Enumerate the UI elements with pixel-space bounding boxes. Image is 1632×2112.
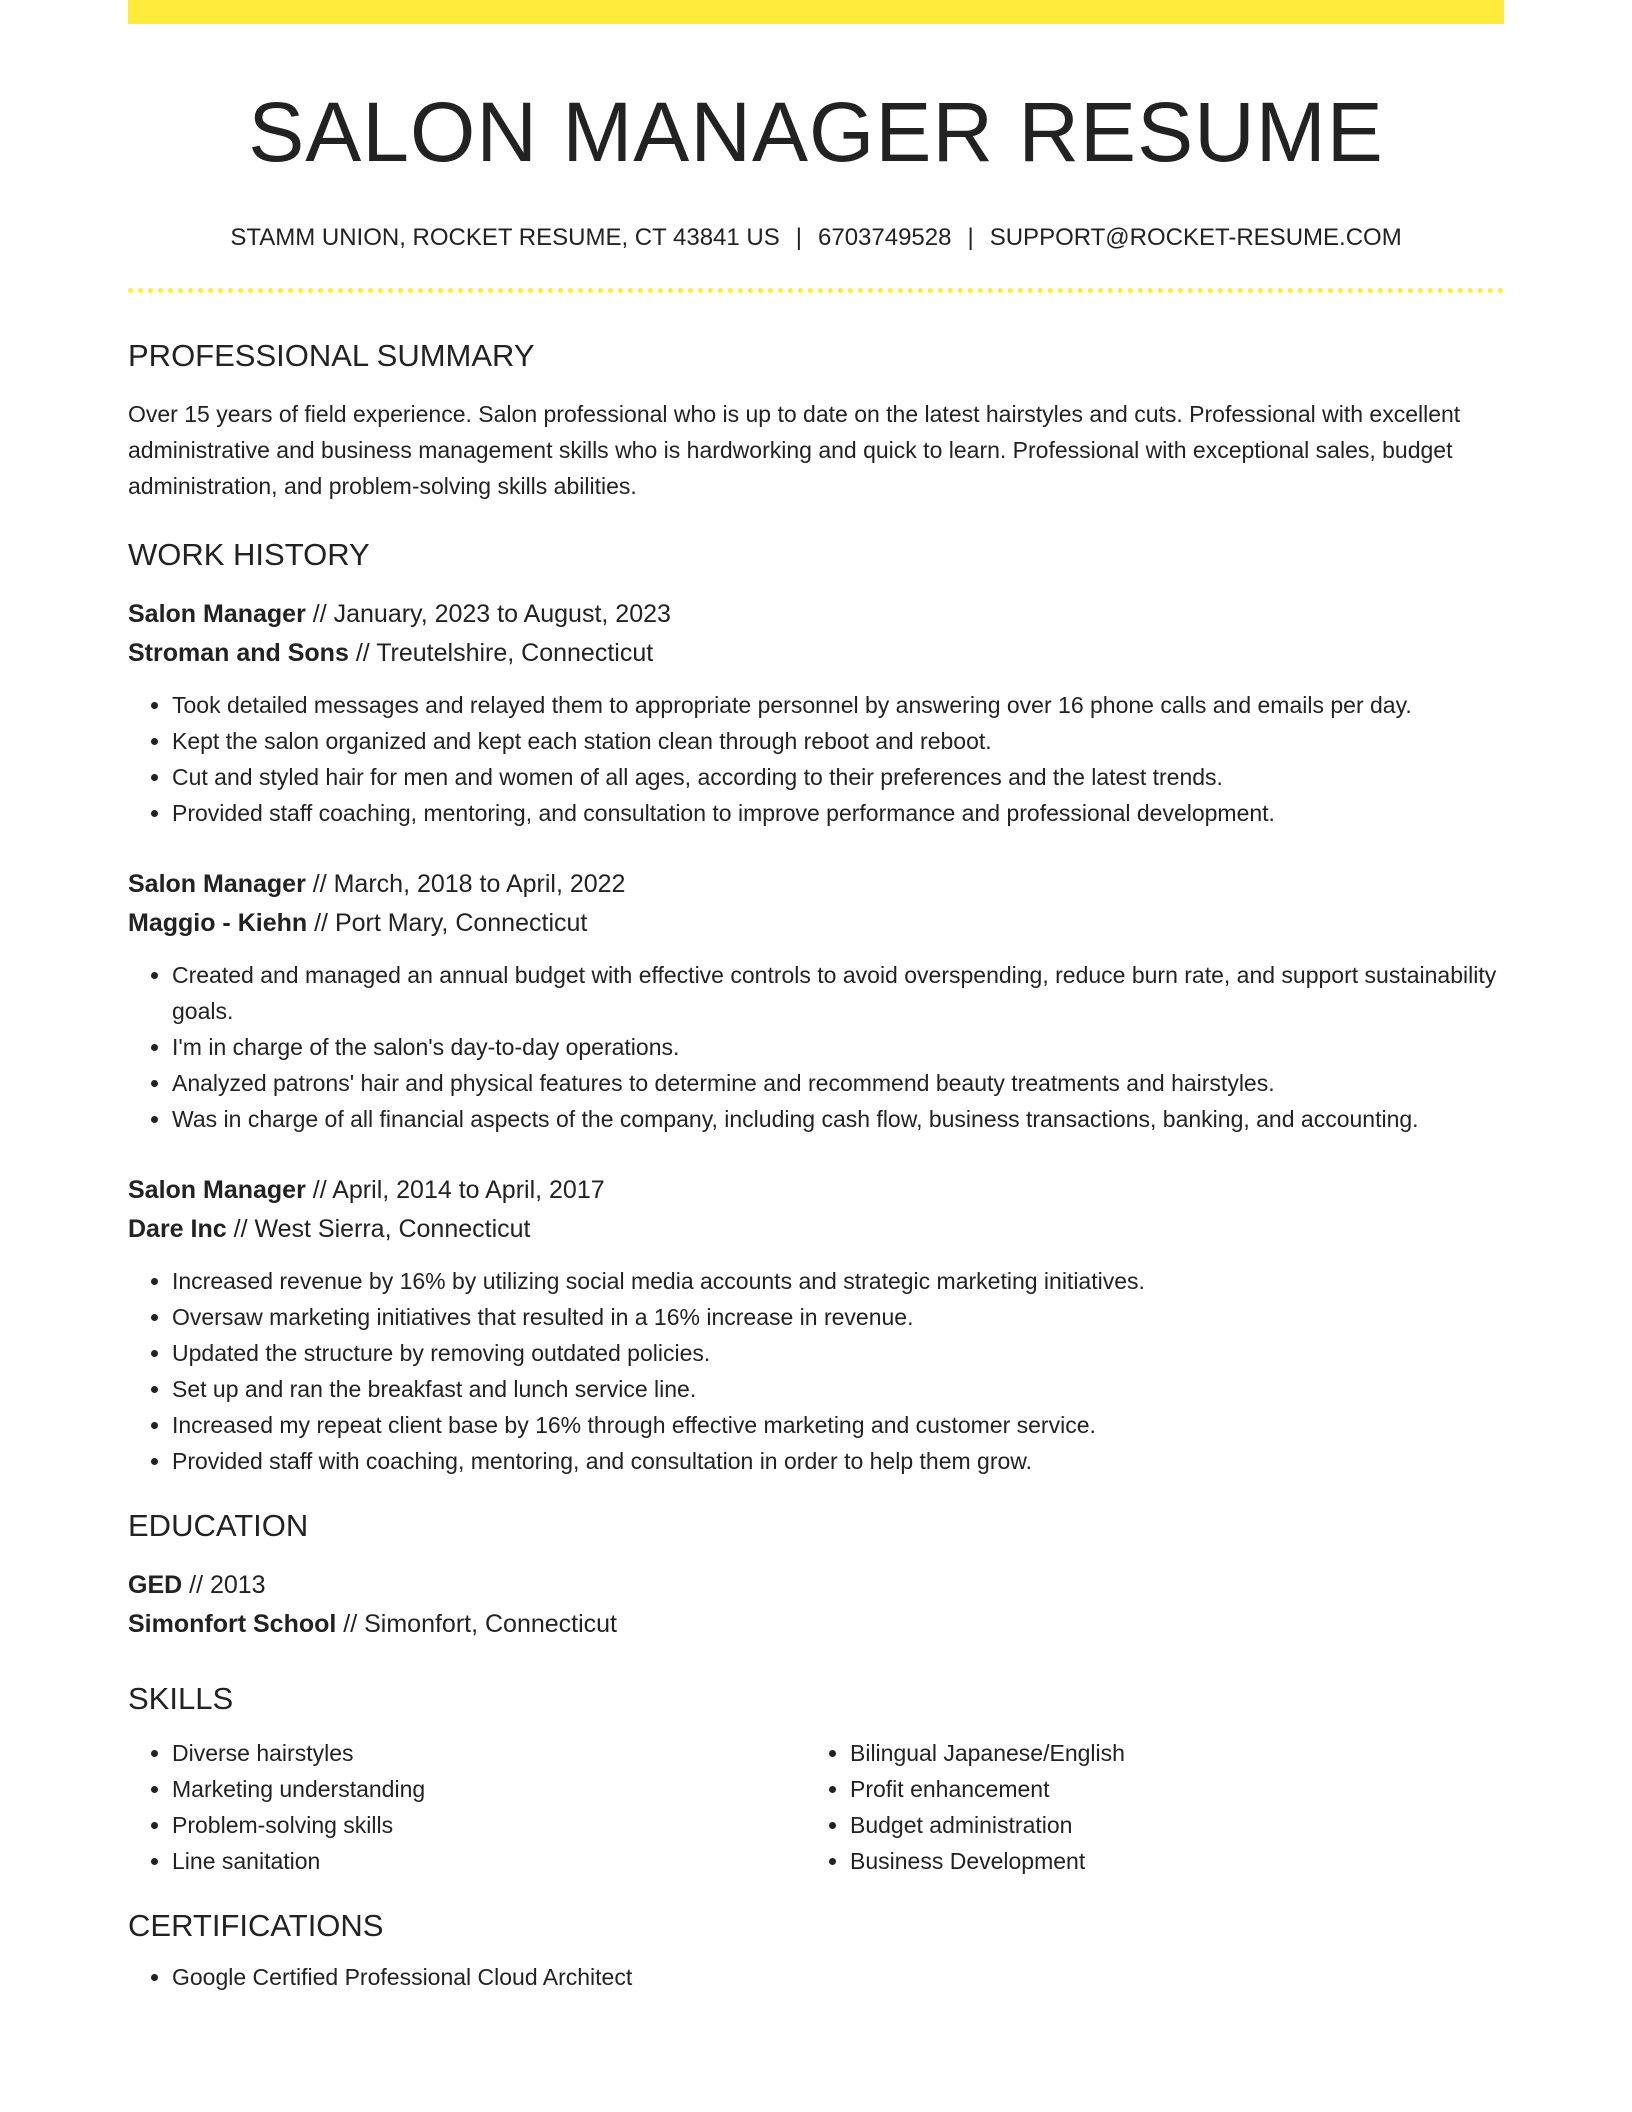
- job-bullet: • Updated the structure by removing outdated policies.: [172, 1335, 1504, 1371]
- contact-address: STAMM UNION, ROCKET RESUME, CT 43841 US: [230, 224, 780, 252]
- skills-list-right: [806, 1735, 1484, 1879]
- education-heading: EDUCATION: [128, 1507, 309, 1543]
- job-entry: [128, 595, 1504, 831]
- job-location: // West Sierra, Connecticut: [226, 1214, 531, 1243]
- job-bullet: • Increased revenue by 16% by utilizing social media accounts and strategic marketing initiatives.: [172, 1263, 1504, 1299]
- job-location: // Treutelshire, Connecticut: [348, 638, 654, 667]
- contact-phone[interactable]: 6703749528: [818, 224, 952, 252]
- job-location: // Port Mary, Connecticut: [307, 908, 588, 937]
- job-bullet: • Created and managed an annual budget with effective controls to avoid overspending, reduce burn rate, and support sustainability goals.: [172, 957, 1504, 1029]
- job-title: Salon Manager: [128, 1175, 306, 1204]
- job-bullets: [128, 957, 1504, 1137]
- dotted-divider: [128, 288, 1504, 293]
- summary-heading: PROFESSIONAL SUMMARY: [128, 337, 535, 373]
- education-entry: [128, 1566, 1504, 1644]
- education-degree: GED: [128, 1571, 183, 1600]
- job-company: Maggio - Kiehn: [128, 908, 308, 937]
- education-year: // 2013: [182, 1571, 266, 1600]
- skill-item: • Line sanitation: [172, 1843, 806, 1879]
- job-dates: // April, 2014 to April, 2017: [305, 1175, 605, 1204]
- education-degree-line: [128, 1566, 1504, 1605]
- job-dates: // March, 2018 to April, 2022: [305, 869, 626, 898]
- certifications-list: [128, 1959, 1504, 1995]
- job-bullet: • Oversaw marketing initiatives that resulted in a 16% increase in revenue.: [172, 1299, 1504, 1335]
- contact-line: [128, 222, 1504, 253]
- skill-item: • Marketing understanding: [172, 1771, 806, 1807]
- job-entry: [128, 865, 1504, 1137]
- skill-item: • Problem-solving skills: [172, 1807, 806, 1843]
- skill-item: • Bilingual Japanese/English: [850, 1735, 1484, 1771]
- job-bullet: • Provided staff with coaching, mentoring, and consultation in order to help them grow.: [172, 1443, 1504, 1479]
- job-bullet: • Increased my repeat client base by 16% through effective marketing and customer service.: [172, 1407, 1504, 1443]
- job-bullet: • Was in charge of all financial aspects of the company, including cash flow, business transactions, banking, and accounting.: [172, 1101, 1504, 1137]
- job-dates: // January, 2023 to August, 2023: [305, 599, 671, 628]
- job-bullet: • Set up and ran the breakfast and lunch service line.: [172, 1371, 1504, 1407]
- job-title-line: [128, 1171, 1504, 1210]
- education-school: Simonfort School: [128, 1610, 337, 1639]
- skills-list-left: [128, 1735, 806, 1879]
- resume-page: [128, 0, 1504, 1995]
- job-title-line: [128, 865, 1504, 904]
- job-bullet: • Analyzed patrons' hair and physical features to determine and recommend beauty treatments and hairstyles.: [172, 1065, 1504, 1101]
- skill-item: • Profit enhancement: [850, 1771, 1484, 1807]
- job-bullet: • Cut and styled hair for men and women of all ages, according to their preferences and the latest trends.: [172, 759, 1504, 795]
- job-company-line: [128, 1210, 1504, 1249]
- job-bullets: [128, 687, 1504, 831]
- job-company-line: [128, 904, 1504, 943]
- skills-columns: [128, 1735, 1504, 1879]
- certification-item: • Google Certified Professional Cloud Architect: [172, 1959, 1504, 1995]
- contact-email[interactable]: SUPPORT@ROCKET-RESUME.COM: [989, 224, 1402, 252]
- job-bullet: • Provided staff coaching, mentoring, and consultation to improve performance and professional development.: [172, 795, 1504, 831]
- work-history-heading: WORK HISTORY: [128, 536, 370, 572]
- resume-title: SALON MANAGER RESUME: [248, 85, 1384, 179]
- skill-item: • Diverse hairstyles: [172, 1735, 806, 1771]
- job-company: Dare Inc: [128, 1214, 227, 1243]
- skill-item: • Business Development: [850, 1843, 1484, 1879]
- job-company-line: [128, 634, 1504, 673]
- job-title-line: [128, 595, 1504, 634]
- job-bullet: • I'm in charge of the salon's day-to-day operations.: [172, 1029, 1504, 1065]
- summary-text: Over 15 years of field experience. Salon professional who is up to date on the latest hairstyles and cuts. Professional with excellent administrative and business management skills who is hardworking and quick to learn. Professional with exceptional sales, budget administration, and problem-solving skills abilities.: [128, 400, 1461, 499]
- job-title: Salon Manager: [128, 599, 306, 628]
- job-title: Salon Manager: [128, 869, 306, 898]
- contact-separator: |: [795, 224, 802, 252]
- education-school-line: [128, 1605, 1504, 1644]
- skills-heading: SKILLS: [128, 1681, 234, 1717]
- job-company: Stroman and Sons: [128, 638, 349, 667]
- accent-top-bar: [128, 0, 1504, 24]
- certifications-heading: CERTIFICATIONS: [128, 1908, 384, 1944]
- education-location: // Simonfort, Connecticut: [336, 1610, 618, 1639]
- job-bullet: • Took detailed messages and relayed them to appropriate personnel by answering over 16 phone calls and emails per day.: [172, 687, 1504, 723]
- skill-item: • Budget administration: [850, 1807, 1484, 1843]
- job-bullets: [128, 1263, 1504, 1479]
- job-bullet: • Kept the salon organized and kept each station clean through reboot and reboot.: [172, 723, 1504, 759]
- contact-separator: |: [967, 224, 974, 252]
- job-entry: [128, 1171, 1504, 1479]
